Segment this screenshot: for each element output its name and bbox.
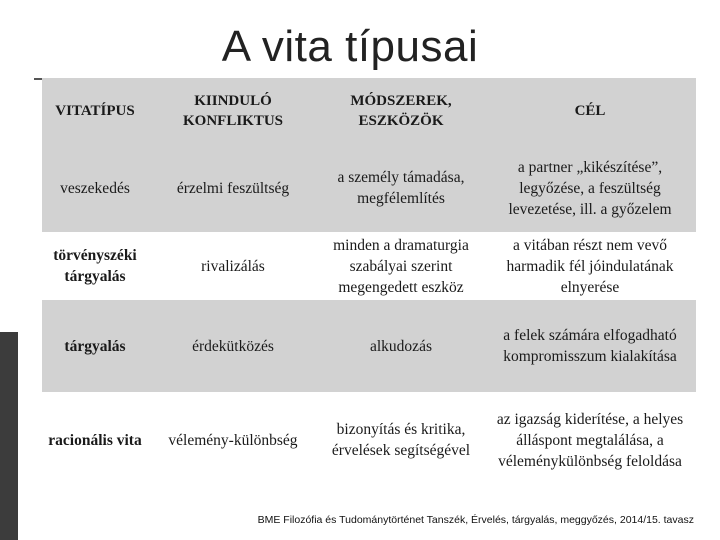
header-cell-methods: MÓDSZEREK, ESZKÖZÖK	[350, 93, 452, 129]
table-cell-goal: az igazság kiderítése, a helyes álláspont megtalálása, a véleménykülönbség feloldása	[496, 410, 684, 470]
table-cell-type: veszekedés	[60, 179, 130, 197]
table-row	[42, 144, 696, 232]
table-row	[42, 392, 696, 488]
table-cell-conflict: érdekütközés	[192, 337, 274, 355]
table-row	[42, 232, 696, 300]
header-cell-conflict: KIINDULÓ KONFLIKTUS	[182, 93, 284, 129]
table-cell-goal: a vitában részt nem vevő harmadik fél jóindulatának elnyerése	[506, 236, 674, 296]
table-cell-methods: bizonyítás és kritika, érvelések segítségével	[331, 421, 471, 459]
table-row	[42, 300, 696, 392]
table-cell-goal: a felek számára elfogadható kompromisszum kialakítása	[503, 327, 677, 365]
table-cell-conflict: érzelmi feszültség	[176, 179, 290, 197]
table-cell-methods: alkudozás	[370, 337, 432, 355]
debate-types-table	[42, 78, 696, 488]
slide-title: A vita típusai	[221, 22, 479, 71]
footer-citation: BME Filozófia és Tudománytörténet Tanszék, Érvelés, tárgyalás, meggyőzés, 2014/15. tavasz	[257, 514, 694, 526]
table-cell-methods: minden a dramaturgia szabályai szerint megengedett eszköz	[333, 236, 469, 296]
table-cell-type: tárgyalás	[64, 337, 126, 355]
header-cell-goal: CÉL	[574, 103, 606, 119]
table-cell-type: racionális vita	[48, 431, 142, 449]
table-cell-goal: a partner „kikészítése”, legyőzése, a feszültség levezetése, ill. a győzelem	[508, 158, 672, 218]
side-accent-bar-top	[0, 0, 18, 332]
header-cell-type: VITATÍPUS	[55, 103, 135, 119]
table-cell-conflict: vélemény-különbség	[168, 431, 298, 449]
table-header-row	[42, 78, 696, 144]
table-cell-methods: a személy támadása, megfélemlítés	[337, 169, 465, 207]
table-cell-type: törvényszéki tárgyalás	[53, 247, 137, 285]
table-cell-conflict: rivalizálás	[201, 257, 265, 275]
